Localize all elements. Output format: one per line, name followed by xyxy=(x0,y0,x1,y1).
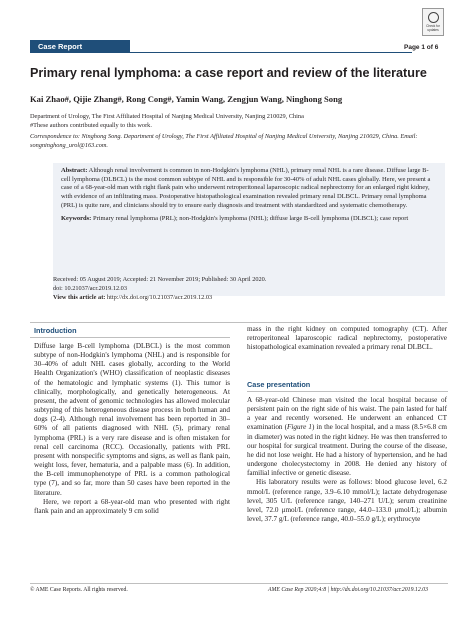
abstract xyxy=(61,167,437,211)
case-heading-rule xyxy=(247,391,448,392)
article-view-link[interactable] xyxy=(53,294,445,303)
abstract-text: Although renal involvement is common in non-Hodgkin's lymphoma (NHL), primary renal NHL is a rare disease. Diffuse large B-cell lymphoma (DLBCL) is the most common subtype of NHL and is responsible for 30-40% of adult NHL cases globally. Here, we present a case of a 68-year-old man with right flank pain who underwent retroperitoneal laparoscopic radical nephrectomy for an enlarged right kidney, with evidence of an infiltrating mass. Postoperative histopathological examination revealed primary renal DLBCL. Primary renal lymphoma (PRL) is quite rare, and clinicians should try to ensure early diagnosis and treatment with standardized and systematic chemotherapy. xyxy=(61,167,431,209)
view-url[interactable]: http://dx.doi.org/10.21037/acr.2019.12.03 xyxy=(105,294,213,301)
intro-paragraph-2: Here, we report a 68-year-old man who presented with right flank pain and an approximately 9 cm solid xyxy=(34,497,230,515)
section-divider xyxy=(30,322,448,323)
header-rule xyxy=(30,52,412,53)
case-paragraph-1 xyxy=(247,396,447,478)
article-doi: doi: 10.21037/acr.2019.12.03 xyxy=(53,285,127,292)
page-number: Page 1 of 6 xyxy=(404,44,439,51)
footer-citation: AME Case Rep 2020;4:8 | http://dx.doi.org/10.21037/acr.2019.12.03 xyxy=(268,587,428,593)
keywords-label: Keywords: xyxy=(61,214,92,222)
equal-contribution-note: #These authors contributed equally to this work. xyxy=(30,122,152,129)
case-paragraph-2: His laboratory results were as follows: blood glucose level, 6.2 mmol/L (reference range, 3.9–6.10 mmol/L); lactate dehydrogenase level, 305 U/L (reference range, 140–271 U/L); serum creatinine level, 72.0 μmol/L (reference range, 44.0–133.0 μmol/L); albumin level, 37.7 g/L (reference range, 40.0–55.0 g/L); erythrocyte xyxy=(247,478,447,524)
intro-body xyxy=(34,342,230,516)
logo-text-2: updates xyxy=(427,27,439,32)
affiliation: Department of Urology, The First Affiliated Hospital of Nanjing Medical University, Nanjing 210029, China xyxy=(30,113,304,120)
check-for-updates-logo[interactable] xyxy=(422,8,444,36)
view-label: View this article at: xyxy=(53,294,106,301)
footer-rule xyxy=(30,583,448,584)
logo-text-1: Check for xyxy=(426,23,440,28)
correspondence: Correspondence to: Ninghong Song. Department of Urology, The First Affiliated Hospital of Nanjing Medical University, Nanjing 210029, China. Email: songninghong_urol@163.com. xyxy=(30,133,418,149)
paper-title: Primary renal lymphoma: a case report and review of the literature xyxy=(30,66,427,80)
keywords xyxy=(61,215,437,224)
article-dates: Received: 05 August 2019; Accepted: 21 November 2019; Published: 30 April 2020. xyxy=(53,276,267,283)
intro-heading-rule xyxy=(30,337,230,338)
case-p1-part-b: ) in the local hospital, and a mass (8.5×6.8 cm in diameter) was noted in the right kidney. He was then transferred to our hospital for surgical treatment. During the course of the disease, he did not lose weight. He had a history of hypertension, and he had undergone cholecystectomy in 2008. He denied any history of familial infective or genetic disease. xyxy=(247,423,448,478)
abstract-label: Abstract: xyxy=(61,167,88,174)
case-heading: Case presentation xyxy=(247,380,311,389)
right-column-continuation: mass in the right kidney on computed tomography (CT). After retroperitoneal laparoscopic radical nephrectomy, postoperative histopathological examination revealed a primary renal DLBCL. xyxy=(247,325,447,352)
intro-heading: Introduction xyxy=(34,326,77,335)
case-p1-part-a: A 68-year-old Chinese man visited the local hospital because of persistent pain on the right side of his waist. The pain lasted for half a year and recently worsened. He underwent an enhanced CT examination ( xyxy=(247,396,447,432)
section-tag: Case Report xyxy=(30,40,130,53)
figure-1-ref[interactable]: Figure 1 xyxy=(287,423,312,432)
intro-paragraph-1: Diffuse large B-cell lymphoma (DLBCL) is the most common subtype of non-Hodgkin's lymphoma (NHL) and is responsible for 30–40% of adult NHL cases globally, according to the World Health Organization's (WHO) classification of neoplastic diseases of the hematologic and lymphatic systems (1). This tumor is clinically, morphologically, and genetically heterogeneous. At present, the advent of genomic technologies has allowed molecular subtyping of this heterogeneous disease process in both human and dogs (2-4). Although renal involvement has been reported in 30–60% of all patients diagnosed with NHL (5), primary renal lymphoma (PRL) is a very rare disease and is often mistaken for renal cell carcinoma (RCC). Occasionally, patients with PRL present with nonspecific symptoms and signs, as well as flank pain, weight loss, fever, hematuria, and a palpable mass (6). In addition, the B-cell immunophenotype of PRL is a common pathological type (7), and so far, more than 50 cases have been reported in the literature. xyxy=(34,342,230,497)
update-icon xyxy=(428,12,439,23)
keywords-text: Primary renal lymphoma (PRL); non-Hodgkin's lymphoma (NHL); diffuse large B-cell lymphoma (DLBCL); case report xyxy=(91,214,409,222)
author-list: Kai Zhao#, Qijie Zhang#, Rong Cong#, Yamin Wang, Zengjun Wang, Ninghong Song xyxy=(30,94,343,104)
case-body xyxy=(247,396,447,524)
footer-copyright: © AME Case Reports. All rights reserved. xyxy=(30,587,128,593)
